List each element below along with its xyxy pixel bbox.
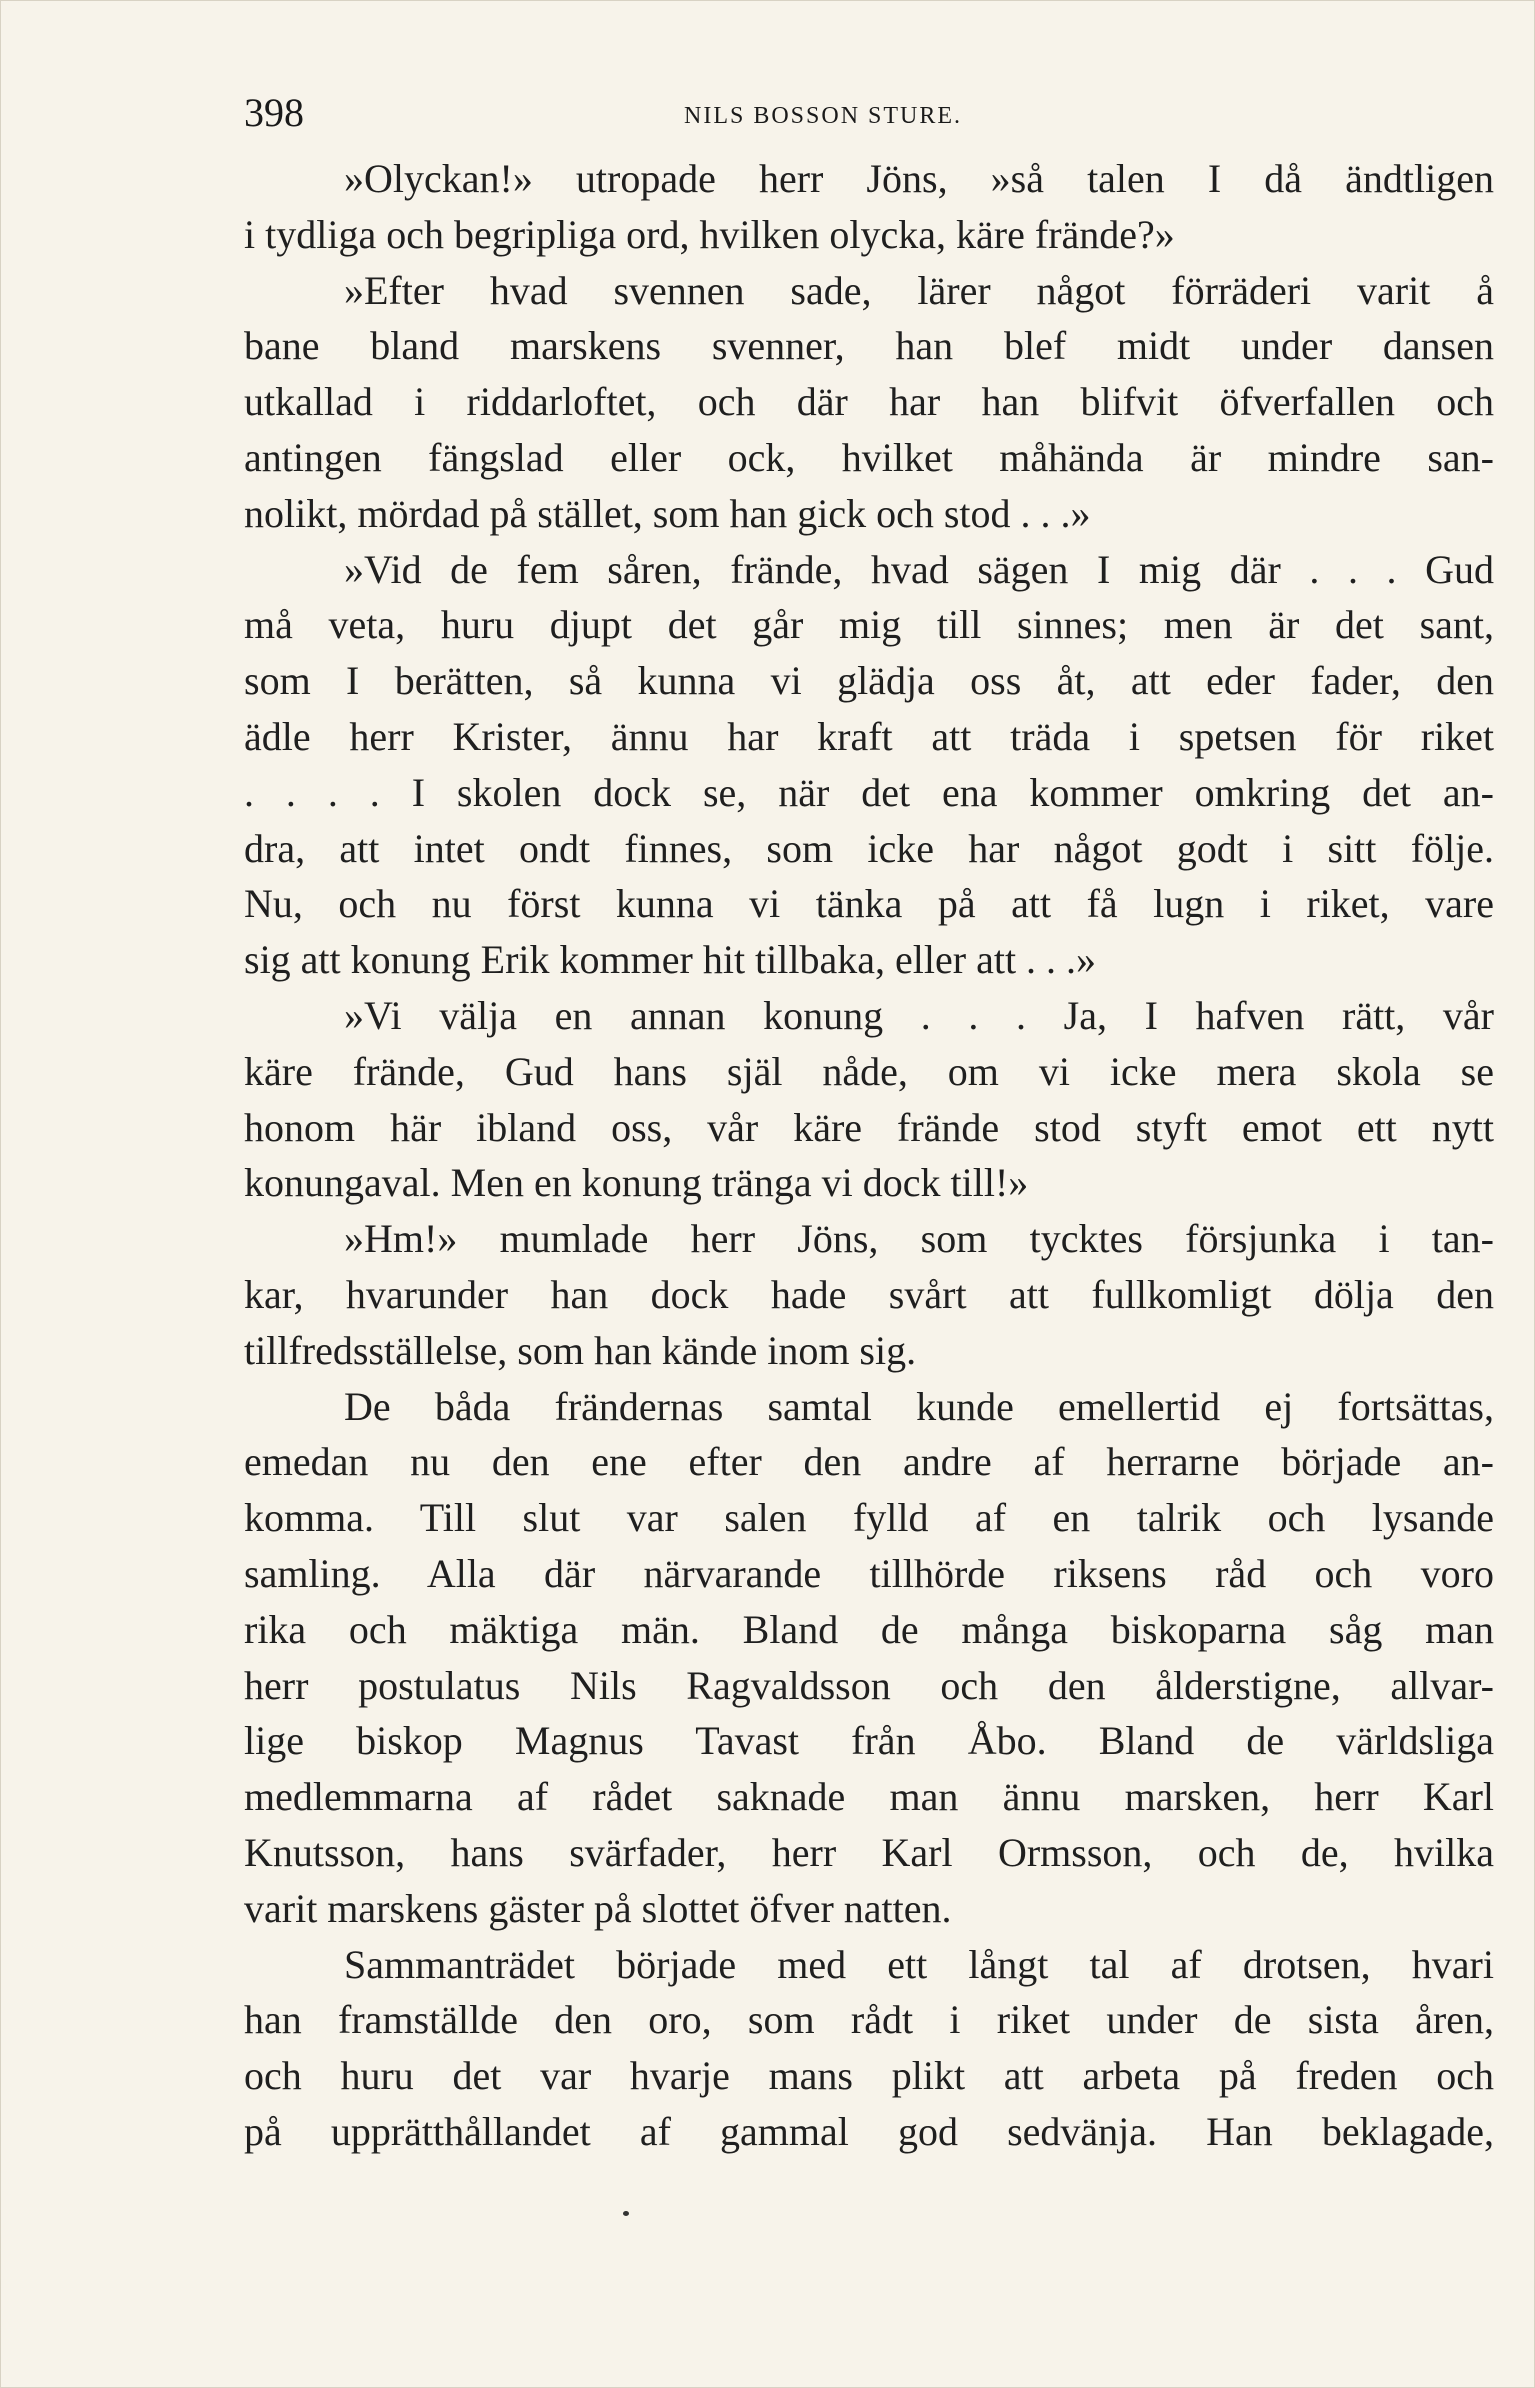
text-line: käre frände, Gud hans själ nåde, om vi icke mera skola se [244,1048,1494,1094]
text-line: dra, att intet ondt finnes, som icke har något godt i sitt följe. [244,825,1494,871]
text-line: i tydliga och begripliga ord, hvilken olycka, käre frände?» [244,211,1175,257]
text-line: lige biskop Magnus Tavast från Åbo. Bland de världsliga [244,1718,1494,1764]
text-line: De båda frändernas samtal kunde emellertid ej fortsättas, [344,1383,1494,1429]
paragraph [244,1211,1494,1378]
text-line: Knutsson, hans svärfader, herr Karl Ormsson, och de, hvilka [244,1829,1494,1875]
text-line: rika och mäktiga män. Bland de många biskoparna såg man [244,1606,1494,1652]
text-line: antingen fängslad eller ock, hvilket måhända är mindre san- [244,434,1494,480]
paragraph [244,151,1494,263]
paragraph [244,1937,1494,2160]
text-line: »Olyckan!» utropade herr Jöns, »så talen I då ändtligen [344,156,1494,201]
text-line: . . . . I skolen dock se, när det ena kommer omkring det an- [244,769,1494,815]
text-line: kar, hvarunder han dock hade svårt att fullkomligt dölja den [244,1271,1494,1317]
text-line: på upprätthållandet af gammal god sedvänja. Han beklagade, [244,2108,1494,2154]
text-line: tillfredsställelse, som han kände inom sig. [244,1327,917,1373]
text-line: herr postulatus Nils Ragvaldsson och den ålderstigne, allvar- [244,1662,1494,1708]
page-header [244,83,1494,143]
body-text [244,151,1494,2160]
text-line: honom här ibland oss, vår käre frände stod styft emot ett nytt [244,1104,1494,1150]
text-line: bane bland marskens svenner, han blef midt under dansen [244,323,1494,369]
text-line: »Vi välja en annan konung . . . Ja, I hafven rätt, vår [344,992,1494,1038]
paragraph [244,988,1494,1211]
running-title: NILS BOSSON STURE. [684,103,963,129]
text-line: utkallad i riddarloftet, och där har han blifvit öfverfallen och [244,379,1494,425]
text-line: han framställde den oro, som rådt i riket under de sista åren, [244,1997,1494,2043]
page-number: 398 [244,90,304,135]
text-line: varit marskens gäster på slottet öfver natten. [244,1885,952,1931]
text-line: Sammanträdet började med ett långt tal af drotsen, hvari [344,1941,1494,1987]
text-line: Nu, och nu först kunna vi tänka på att få lugn i riket, vare [244,881,1494,927]
text-line: som I berätten, så kunna vi glädja oss åt, att eder fader, den [244,658,1494,704]
paragraph [244,1379,1494,1937]
paragraph [244,263,1494,542]
text-line: ädle herr Krister, ännu har kraft att träda i spetsen för riket [244,713,1494,759]
ink-speck [623,2211,629,2216]
paragraph [244,542,1494,988]
text-line: konungaval. Men en konung tränga vi dock till!» [244,1160,1029,1206]
text-line: komma. Till slut var salen fylld af en talrik och lysande [244,1495,1494,1541]
text-line: medlemmarna af rådet saknade man ännu marsken, herr Karl [244,1774,1494,1820]
text-line: »Vid de fem såren, frände, hvad sägen I mig där . . . Gud [344,546,1494,592]
text-line: »Efter hvad svennen sade, lärer något förräderi varit å [344,267,1494,313]
text-line: och huru det var hvarje mans plikt att arbeta på freden och [244,2053,1494,2099]
text-line: emedan nu den ene efter den andre af herrarne började an- [244,1439,1494,1485]
text-line: »Hm!» mumlade herr Jöns, som tycktes försjunka i tan- [344,1216,1494,1262]
text-line: sig att konung Erik kommer hit tillbaka, eller att . . .» [244,937,1097,983]
text-line: samling. Alla där närvarande tillhörde riksens råd och voro [244,1550,1494,1596]
text-line: må veta, huru djupt det går mig till sinnes; men är det sant, [244,602,1494,648]
text-line: nolikt, mördad på stället, som han gick och stod . . .» [244,490,1091,536]
